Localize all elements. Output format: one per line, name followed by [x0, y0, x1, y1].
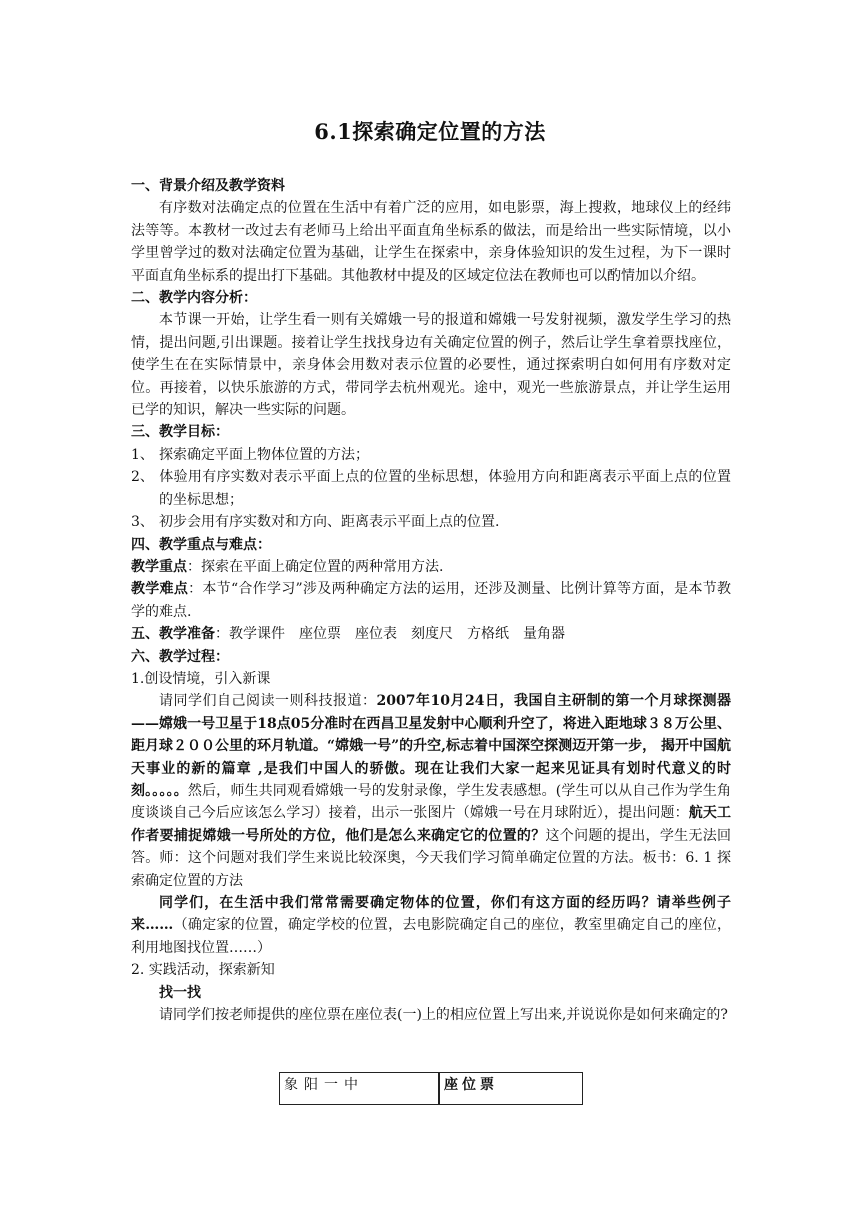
seat-ticket-table	[279, 1072, 583, 1105]
difficulty-line: 教学难点：本节“合作学习”涉及两种确定方法的运用，还涉及测量、比例计算等方面，是本节教学的难点.	[131, 581, 732, 620]
prep-item: 座位表	[355, 626, 397, 643]
ticket-title-cell: 座位票	[444, 1077, 498, 1093]
prep-item: 座位票	[299, 626, 341, 643]
key-point-line: 教学重点：探索在平面上确定位置的两种常用方法.	[131, 558, 444, 575]
prep-item: 刻度尺	[411, 626, 453, 643]
section-heading-objectives: 三、教学目标：	[131, 424, 229, 441]
paragraph-content-analysis: 本节课一开始，让学生看一则有关嫦娥一号的报道和嫦娥一号发射视频，激发学生学习的热情，提出问题,引出课题。接着让学生找找身边有关确定位置的例子，然后让学生拿着票找座位，使学生在在实际情景中，亲身体会用数对表示位置的必要性，通过探索明白如何用有序数对定位。再接着，以快乐旅游的方式，带同学去杭州观光。途中，观光一些旅游景点，并让学生运用已学的知识，解决一些实际的问题。	[131, 312, 731, 419]
section-heading-key-points: 四、教学重点与难点：	[131, 536, 271, 553]
objective-item: 3、 初步会用有序实数对和方向、距离表示平面上点的位置.	[131, 514, 500, 531]
step-heading-2: 2. 实践活动，探索新知	[131, 962, 275, 979]
subheading-find: 找一找	[159, 984, 201, 1001]
section-heading-content-analysis: 二、教学内容分析：	[131, 290, 257, 307]
section-heading-background: 一、背景介绍及教学资料	[131, 178, 285, 194]
paragraph-news: 请同学们自己阅读一则科技报道：2007年10月24日，我国自主研制的第一个月球探测器——嫦娥一号卫星于18点05分准时在西昌卫星发射中心顺利升空了，将进入距地球３８万公里、距月球２００公里的环月轨道。“嫦娥一号”的升空,标志着中国深空探测迈开第一步， 揭开中国航天事业的新的篇章 ,是我们中国人的骄傲。现在让我们大家一起来见证具有划时代意义的时刻。。。。。然后，师生共同观看嫦娥一号的发射录像，学生发表感想。(学生可以从自己作为学生角度谈谈自己今后应该怎么学习）接着，出示一张图片（嫦娥一号在月球附近），提出问题：航天工作者要捕捉嫦娥一号所处的方位，他们是怎么来确定它的位置的？这个问题的提出，学生无法回答。师：这个问题对我们学生来说比较深奥，今天我们学习简单确定位置的方法。板书：6. 1 探索确定位置的方法	[131, 693, 732, 889]
prep-item: 教学课件	[229, 626, 285, 643]
objective-item: 1、 探索确定平面上物体位置的方法；	[131, 446, 369, 463]
preparation-line: 五、教学准备：教学课件 座位票 座位表 刻度尺 方格纸 量角器	[131, 626, 565, 643]
prep-item: 方格纸	[467, 626, 509, 643]
paragraph-instruction: 请同学们按老师提供的座位票在座位表(一)上的相应位置上写出来,并说说你是如何来确定的?	[159, 1007, 728, 1024]
objective-item: 2、 体验用有序实数对表示平面上点的位置的坐标思想，体验用方向和距离表示平面上点的位置的坐标思想；	[131, 469, 731, 508]
prep-item: 量角器	[523, 626, 565, 643]
ticket-school-cell: 象阳一中	[280, 1073, 440, 1104]
paragraph-question: 同学们，在生活中我们常常需要确定物体的位置，你们有这方面的经历吗？请举些例子来……（确定家的位置，确定学校的位置，去电影院确定自己的座位，教室里确定自己的座位，利用地图找位置……）	[131, 895, 732, 956]
step-heading-1: 1.创设情境，引入新课	[131, 670, 271, 687]
paragraph-background: 有序数对法确定点的位置在生活中有着广泛的应用，如电影票，海上搜救，地球仪上的经纬法等等。本教材一改过去有老师马上给出平面直角坐标系的做法，而是给出一些实际情境，以小学里曾学过的数对法确定位置为基础，让学生在探索中，亲身体验知识的发生过程，为下一课时平面直角坐标系的提出打下基础。其他教材中提及的区域定位法在教师也可以酌情加以介绍。	[131, 200, 731, 284]
document-body	[131, 175, 731, 1026]
section-heading-process: 六、教学过程：	[131, 648, 229, 665]
page-title: 6.1探索确定位置的方法	[314, 119, 546, 144]
